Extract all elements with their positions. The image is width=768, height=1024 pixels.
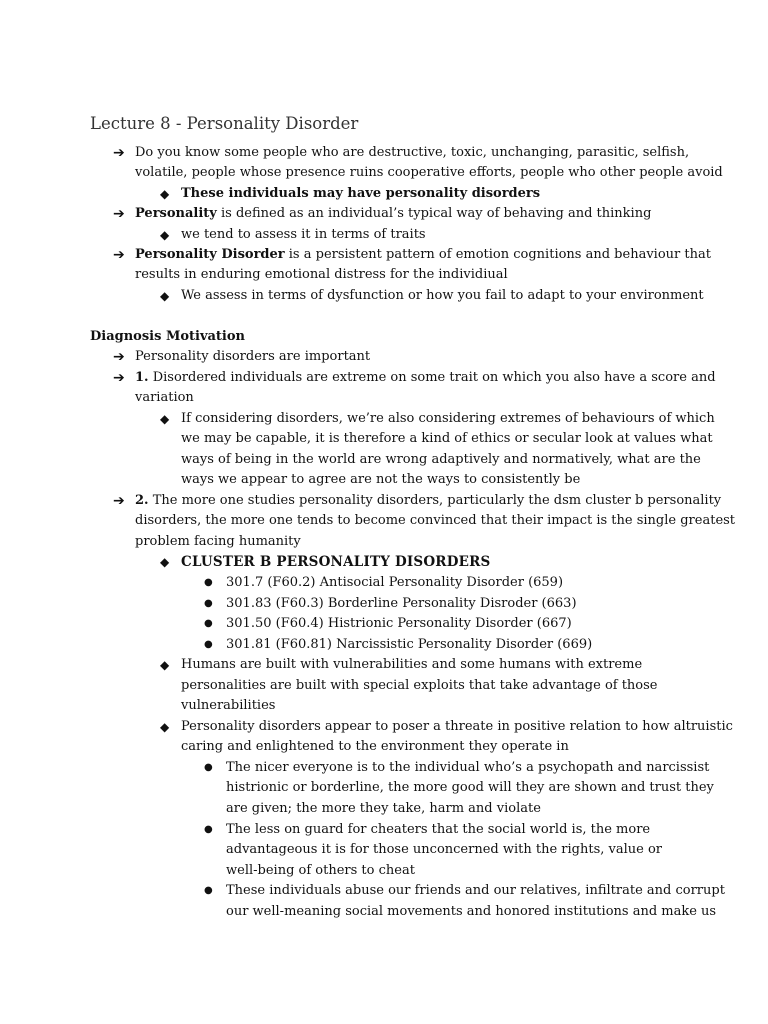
text-line: volatile, people whose presence ruins cooperative efforts, people who other people avoid	[135, 165, 723, 180]
dot-bullet-icon: ●	[204, 598, 213, 609]
text-line: ways of being in the world are wrong adaptively and normatively, what are the	[181, 452, 701, 467]
text-line: problem facing humanity	[135, 534, 301, 549]
diamond-bullet-icon: ◆	[160, 555, 170, 569]
text-line: We assess in terms of dysfunction or how you fail to adapt to your environment	[181, 288, 704, 303]
dot-bullet-icon: ●	[204, 618, 213, 629]
text-line: variation	[135, 390, 194, 405]
diamond-bullet-icon: ◆	[160, 228, 170, 242]
dot-bullet-icon: ●	[204, 824, 213, 835]
diamond-bullet-icon: ◆	[160, 720, 170, 734]
text-line: caring and enlightened to the environment they operate in	[181, 739, 569, 754]
arrow-bullet-icon: ➔	[113, 370, 125, 386]
text-line: histrionic or borderline, the more good will they are shown and trust they	[226, 780, 714, 795]
diamond-bullet-icon: ◆	[160, 658, 170, 672]
text-line: we may be capable, it is therefore a kind of ethics or secular look at values what	[181, 431, 713, 446]
definition-text: is a persistent pattern of emotion cognitions and behaviour that	[284, 247, 711, 262]
text-line: ways we appear to agree are not the ways to consistently be	[181, 472, 581, 487]
item-text: The more one studies personality disorders, particularly the dsm cluster b personality	[148, 493, 722, 508]
text-line: The less on guard for cheaters that the social world is, the more	[226, 822, 651, 837]
dot-bullet-icon: ●	[204, 762, 213, 773]
text-line: These individuals abuse our friends and our relatives, infiltrate and corrupt	[226, 883, 725, 898]
item-number: 1.	[135, 370, 149, 385]
section-heading: Diagnosis Motivation	[90, 329, 245, 344]
text-line	[135, 368, 716, 389]
diamond-bullet-icon: ◆	[160, 289, 170, 303]
text-line: Do you know some people who are destructive, toxic, unchanging, parasitic, selfish,	[135, 145, 690, 160]
item-number: 2.	[135, 493, 149, 508]
page-title: Lecture 8 - Personality Disorder	[90, 114, 359, 133]
definition-text: is defined as an individual’s typical way of behaving and thinking	[216, 206, 652, 221]
text-line: disorders, the more one tends to become convinced that their impact is the single greatest	[135, 513, 736, 528]
diamond-bullet-icon: ◆	[160, 187, 170, 201]
text-line: are given; the more they take, harm and violate	[226, 801, 541, 816]
arrow-bullet-icon: ➔	[113, 493, 125, 509]
cluster-heading: CLUSTER B PERSONALITY DISORDERS	[181, 554, 491, 570]
diamond-bullet-icon: ◆	[160, 412, 170, 426]
text-line: If considering disorders, we’re also considering extremes of behaviours of which	[181, 411, 715, 426]
item-text: Disordered individuals are extreme on some trait on which you also have a score and	[148, 370, 716, 385]
list-item: 301.7 (F60.2) Antisocial Personality Disorder (659)	[226, 575, 564, 590]
dot-bullet-icon: ●	[204, 577, 213, 588]
text-line: personalities are built with special exploits that take advantage of those	[181, 678, 658, 693]
dot-bullet-icon: ●	[204, 639, 213, 650]
text-line: Humans are built with vulnerabilities and some humans with extreme	[181, 657, 643, 672]
list-item: 301.81 (F60.81) Narcissistic Personality Disorder (669)	[226, 637, 593, 652]
arrow-bullet-icon: ➔	[113, 247, 125, 263]
arrow-bullet-icon: ➔	[113, 206, 125, 222]
text-line: Personality disorders are important	[135, 349, 371, 364]
text-line: advantageous it is for those unconcerned with the rights, value or	[226, 842, 663, 857]
list-item: 301.50 (F60.4) Histrionic Personality Disorder (667)	[226, 616, 572, 631]
text-line: Personality disorders appear to poser a threate in positive relation to how altruistic	[181, 719, 733, 734]
text-line	[135, 491, 721, 512]
text-line: we tend to assess it in terms of traits	[181, 227, 426, 242]
text-line: our well-meaning social movements and honored institutions and make us	[226, 904, 717, 919]
text-line: results in enduring emotional distress for the individiual	[135, 267, 508, 282]
text-line	[135, 204, 651, 225]
list-item: 301.83 (F60.3) Borderline Personality Disroder (663)	[226, 596, 577, 611]
text-line	[135, 245, 711, 266]
arrow-bullet-icon: ➔	[113, 145, 125, 161]
term-personality: Personality	[135, 206, 217, 221]
text-line: These individuals may have personality disorders	[181, 186, 541, 201]
term-personality-disorder: Personality Disorder	[135, 247, 285, 262]
text-line: The nicer everyone is to the individual who’s a psychopath and narcissist	[226, 760, 710, 775]
arrow-bullet-icon: ➔	[113, 349, 125, 365]
dot-bullet-icon: ●	[204, 885, 213, 896]
text-line: well-being of others to cheat	[226, 863, 415, 878]
text-line: vulnerabilities	[181, 698, 276, 713]
